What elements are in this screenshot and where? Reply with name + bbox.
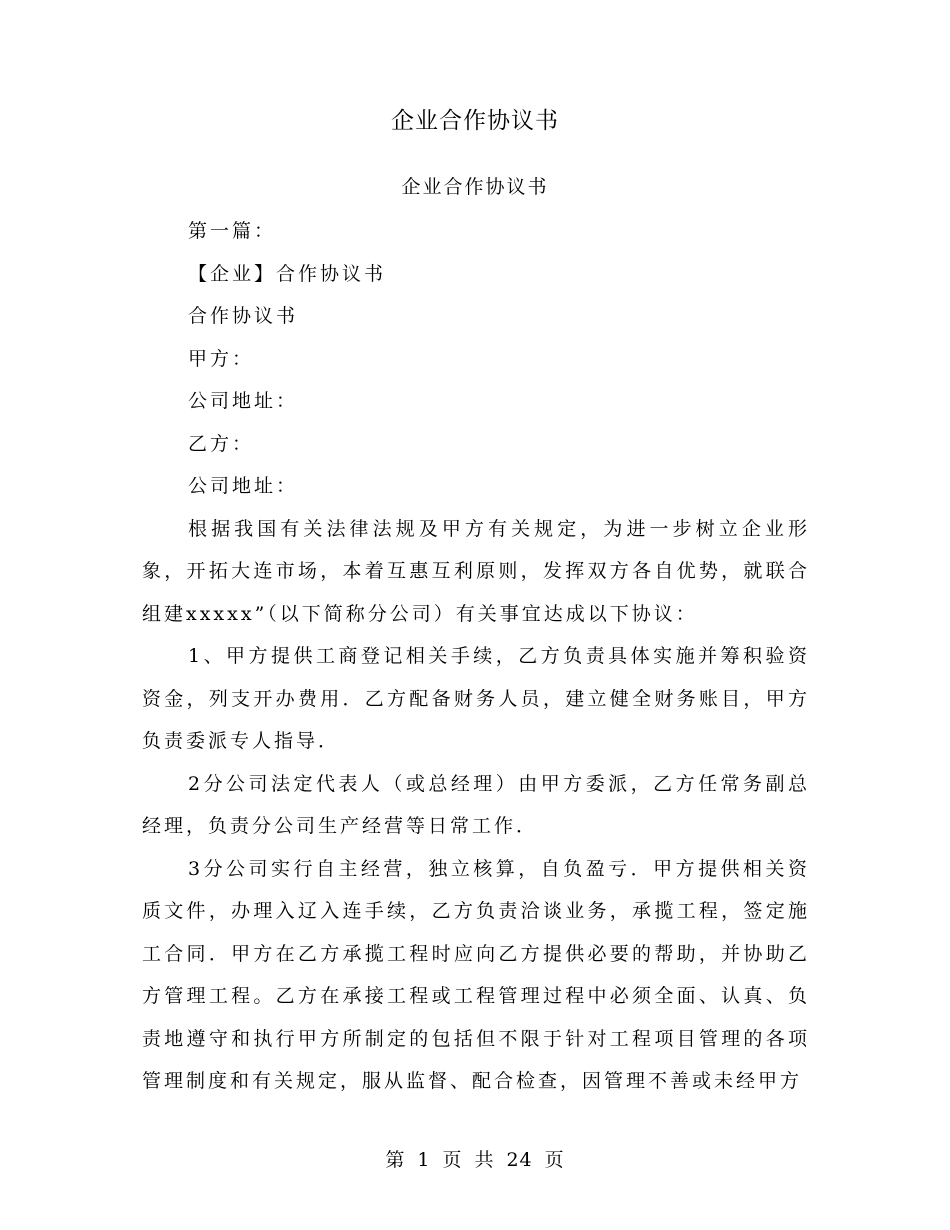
- page-footer: [0, 1146, 950, 1174]
- total-label-prefix: 共: [474, 1149, 495, 1171]
- clause-paragraph: 3分公司实行自主经营，独立核算，自负盈亏．甲方提供相关资质文件，办理入辽入连手续，乙方负责洽谈业务，承揽工程，签定施工合同．甲方在乙方承揽工程时应向乙方提供必要的帮助，并协助乙方管理工程。乙方在承接工程或工程管理过程中必须全面、认真、负责地遵守和执行甲方所制定的包括但不限于针对工程项目管理的各项管理制度和有关规定，服从监督、配合检查，因管理不善或未经甲方: [142, 857, 810, 1092]
- page-label-suffix: 页: [544, 1149, 565, 1171]
- document-body: [142, 210, 810, 1103]
- clause-paragraph: 2分公司法定代表人（或总经理）由甲方委派，乙方任常务副总经理，负责分公司生产经营等日常工作．: [142, 772, 810, 837]
- page-label-mid: 页: [442, 1149, 463, 1171]
- party-a-address-label: 公司地址：: [188, 390, 299, 412]
- document-title: 企业合作协议书: [391, 108, 559, 134]
- clause-paragraph: 1、甲方提供工商登记相关手续，乙方负责具体实施并筹积验资资金，列支开办费用．乙方配备财务人员，建立健全财务账目，甲方负责委派专人指导．: [142, 645, 810, 752]
- party-b-address-label: 公司地址：: [188, 475, 299, 497]
- page-label-prefix: 第: [385, 1149, 406, 1171]
- section-heading: 第一篇：: [188, 220, 277, 242]
- current-page-number: 1: [417, 1149, 431, 1171]
- party-b-label: 乙方：: [188, 432, 255, 455]
- total-pages-number: 24: [506, 1149, 533, 1171]
- body-paragraph: 根据我国有关法律法规及甲方有关规定，为进一步树立企业形象，开拓大连市场，本着互惠互利原则，发挥双方各自优势，就联合组建xxxxx”（以下简称分公司）有关事宜达成以下协议：: [142, 517, 810, 625]
- paragraph-heading: 合作协议书: [188, 305, 299, 327]
- paragraph-heading: 【企业】合作协议书: [188, 262, 387, 285]
- document-subtitle: 企业合作协议书: [401, 176, 549, 198]
- party-a-label: 甲方：: [188, 347, 255, 370]
